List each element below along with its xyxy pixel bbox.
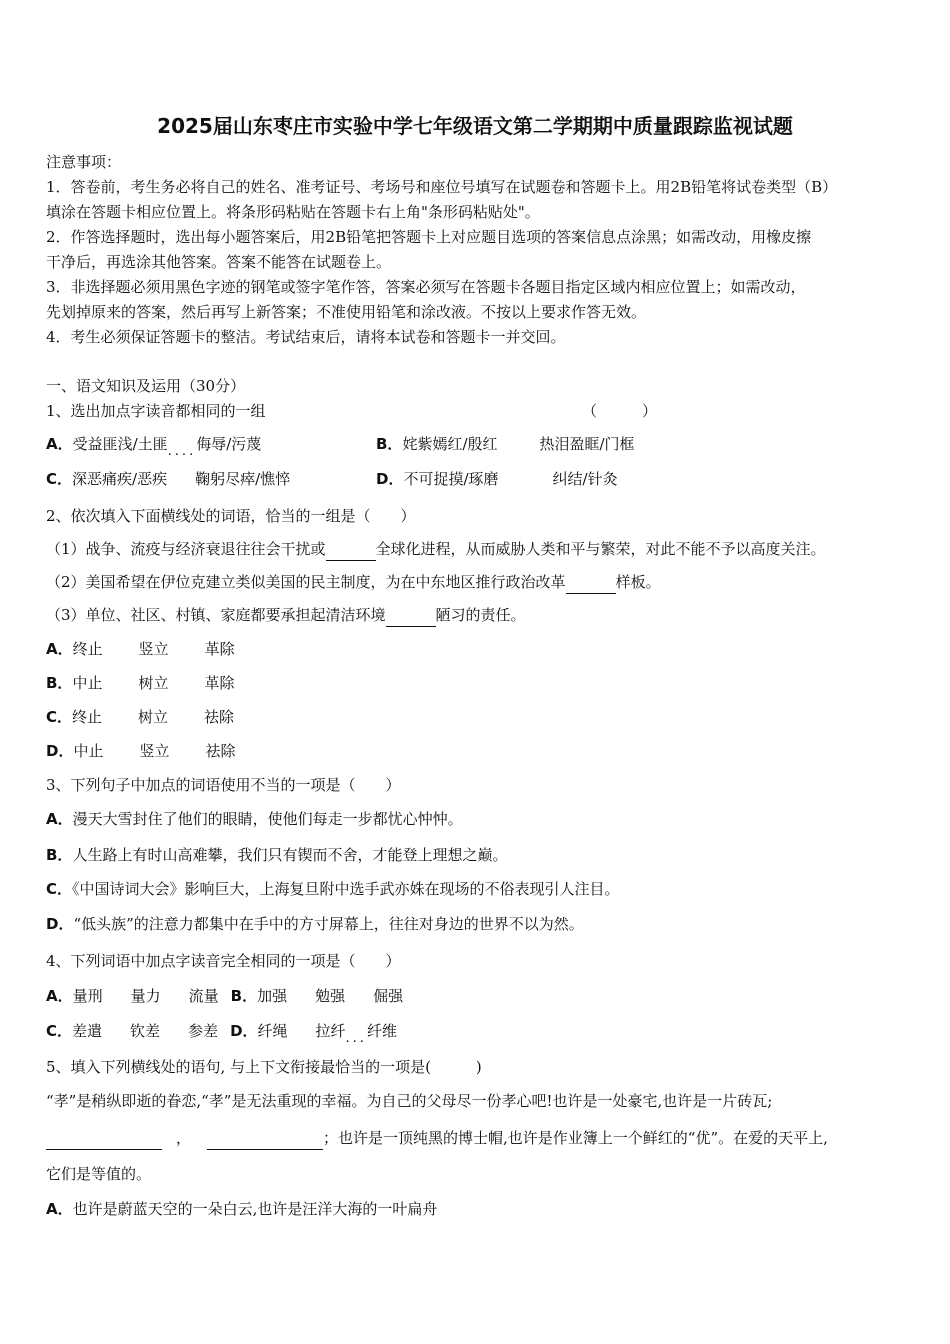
- option-label: C．: [46, 1022, 73, 1040]
- page-title: 2025届山东枣庄市实验中学七年级语文第二学期期中质量跟踪监视试题: [157, 114, 793, 138]
- option-word: 革除: [204, 640, 235, 658]
- option-text: 人生路上有时山高难攀，我们只有锲而不舍，才能登上理想之巅。: [72, 846, 508, 864]
- question-4-row-ab: [46, 985, 403, 1007]
- fill-blank: [386, 604, 436, 627]
- option-label: B．: [46, 674, 73, 692]
- option-text: 也许是蔚蓝天空的一朵白云,也许是汪洋大海的一叶扁舟: [72, 1200, 438, 1218]
- option-label: B．: [46, 846, 73, 864]
- question-2-option-a: [46, 638, 235, 660]
- option-word: 终止: [72, 708, 103, 726]
- option-word: 钦差: [130, 1022, 161, 1040]
- option-b-text-2: 热泪盈眶/门框: [539, 435, 635, 453]
- option-label: A．: [46, 1200, 73, 1218]
- option-label: A．: [46, 435, 73, 453]
- option-word: 纤绳: [257, 1022, 288, 1040]
- question-5-option-a: [46, 1198, 437, 1220]
- question-3-option-d: [46, 913, 584, 935]
- fill-blank: [326, 538, 376, 561]
- question-3-option-a: [46, 808, 463, 830]
- sentence-text: 陋习的责任。: [435, 606, 526, 624]
- option-word: 差遣: [72, 1022, 103, 1040]
- sentence-text: （3）单位、社区、村镇、家庭都要承担起清洁环境: [46, 606, 386, 624]
- option-word: 革除: [204, 674, 235, 692]
- question-2-sentence-2: [46, 571, 661, 594]
- option-label: B．: [230, 987, 258, 1005]
- notice-line: 3．非选择题必须用黑色字迹的钢笔或签字笔作答，答案必须写在答题卡各题目指定区域内相应位置上；如需改动，: [46, 278, 806, 296]
- option-label: C．: [46, 470, 73, 488]
- option-label: D．: [376, 470, 404, 488]
- option-c-text: 深恶痛疾/恶疾: [72, 470, 168, 488]
- option-word: 拉纤: [315, 1022, 346, 1040]
- passage-text: ，: [176, 1129, 192, 1147]
- notice-line: 1．答卷前，考生务必将自己的姓名、准考证号、考场号和座位号填写在试题卷和答题卡上。用2B铅笔将试卷类型（B）: [46, 178, 838, 196]
- option-text: 漫天大雪封住了他们的眼睛，使他们每走一步都忧心忡忡。: [72, 810, 463, 828]
- notice-heading: 注意事项：: [46, 153, 122, 171]
- emphasis-dots: ...: [345, 1031, 367, 1046]
- option-word: 参差: [188, 1022, 219, 1040]
- question-5-passage-line-1: “孝”是稍纵即逝的眷恋,“孝”是无法重现的幸福。为自己的父母尽一份孝心吧!也许是一处豪宅,也许是一片砖瓦;: [46, 1092, 773, 1110]
- option-label: A．: [46, 987, 73, 1005]
- option-d-text-2: 纠结/针灸: [552, 470, 618, 488]
- option-word: 中止: [72, 674, 103, 692]
- question-1-stem: 1、选出加点字读音都相同的一组: [46, 402, 266, 420]
- sentence-text: 全球化进程，从而威胁人类和平与繁荣，对此不能不予以高度关注。: [375, 540, 826, 558]
- question-4-stem: 4、下列词语中加点字读音完全相同的一项是（ ）: [46, 952, 401, 970]
- option-word: 勉强: [315, 987, 346, 1005]
- emphasis-dots: ....: [167, 444, 197, 459]
- answer-parenthesis: （ ）: [582, 402, 658, 420]
- option-word: 纤维: [366, 1022, 397, 1040]
- question-2-stem: 2、依次填入下面横线处的词语，恰当的一组是（ ）: [46, 507, 416, 525]
- question-3-option-c: [46, 878, 620, 900]
- question-2-option-c: [46, 706, 234, 728]
- option-word: 终止: [72, 640, 103, 658]
- fill-blank: [207, 1127, 323, 1150]
- option-a-text: 受益匪浅/土匪: [72, 435, 168, 453]
- fill-blank: [46, 1127, 162, 1150]
- option-word: 祛除: [204, 708, 235, 726]
- option-word: 树立: [138, 708, 169, 726]
- question-1-option-d: [376, 468, 618, 490]
- option-label: A．: [46, 640, 73, 658]
- question-2-option-d: [46, 740, 236, 762]
- question-2-sentence-1: [46, 538, 826, 561]
- option-label: B．: [376, 435, 403, 453]
- option-word: 量刑: [72, 987, 103, 1005]
- option-label: D．: [46, 742, 74, 760]
- option-label: C．: [46, 708, 73, 726]
- option-word: 竖立: [139, 742, 170, 760]
- option-word: 中止: [73, 742, 104, 760]
- option-text: “低头族”的注意力都集中在手中的方寸屏幕上，往往对身边的世界不以为然。: [73, 915, 584, 933]
- question-4-row-cd: [46, 1020, 397, 1050]
- option-a-text-2: 侮辱/污蔑: [196, 435, 262, 453]
- question-2-sentence-3: [46, 604, 526, 627]
- fill-blank: [566, 571, 616, 594]
- section-heading: 一、语文知识及运用（30分）: [46, 377, 246, 395]
- notice-line: 2．作答选择题时，选出每小题答案后，用2B铅笔把答题卡上对应题目选项的答案信息点涂黑；如需改动，用橡皮擦: [46, 228, 812, 246]
- option-label: C．: [46, 880, 73, 898]
- question-1-option-b: [376, 433, 635, 455]
- notice-line: 先划掉原来的答案，然后再写上新答案；不准使用铅笔和涂改液。不按以上要求作答无效。: [46, 303, 647, 321]
- passage-text: ；也许是一顶纯黑的博士帽,也许是作业簿上一个鲜红的“优”。在爱的天平上,: [323, 1129, 828, 1147]
- notice-line: 4．考生必须保证答题卡的整洁。考试结束后，请将本试卷和答题卡一并交回。: [46, 328, 566, 346]
- option-word: 倔强: [373, 987, 404, 1005]
- option-text: 《中国诗词大会》影响巨大，上海复旦附中选手武亦姝在现场的不俗表现引人注目。: [72, 880, 620, 898]
- question-1-option-c: [46, 468, 290, 490]
- question-2-option-b: [46, 672, 234, 694]
- sentence-text: （1）战争、流疫与经济衰退往往会干扰或: [46, 540, 326, 558]
- notice-line: 填涂在答题卡相应位置上。将条形码粘贴在答题卡右上角"条形码粘贴处"。: [46, 203, 540, 221]
- question-3-option-b: [46, 844, 507, 866]
- option-d-text: 不可捉摸/琢磨: [403, 470, 499, 488]
- sentence-text: （2）美国希望在伊位克建立类似美国的民主制度，为在中东地区推行政治改革: [46, 573, 566, 591]
- question-5-stem: 5、填入下列横线处的语句, 与上下文衔接最恰当的一项是( ): [46, 1058, 482, 1076]
- question-3-stem: 3、下列句子中加点的词语使用不当的一项是（ ）: [46, 776, 401, 794]
- question-1-row-ab: [46, 433, 261, 463]
- option-c-text-2: 鞠躬尽瘁/憔悴: [195, 470, 291, 488]
- option-word: 祛除: [205, 742, 236, 760]
- option-b-text: 姹紫嫣红/殷红: [402, 435, 498, 453]
- option-label: D．: [230, 1022, 258, 1040]
- sentence-text: 样板。: [615, 573, 661, 591]
- option-word: 流量: [188, 987, 219, 1005]
- option-label: A．: [46, 810, 73, 828]
- notice-line: 干净后，再选涂其他答案。答案不能答在试题卷上。: [46, 253, 392, 271]
- option-word: 树立: [138, 674, 169, 692]
- option-word: 加强: [257, 987, 288, 1005]
- option-label: D．: [46, 915, 74, 933]
- option-word: 量力: [130, 987, 161, 1005]
- question-5-passage-line-2: [46, 1127, 828, 1150]
- question-5-passage-line-3: 它们是等值的。: [46, 1165, 152, 1183]
- option-word: 竖立: [138, 640, 169, 658]
